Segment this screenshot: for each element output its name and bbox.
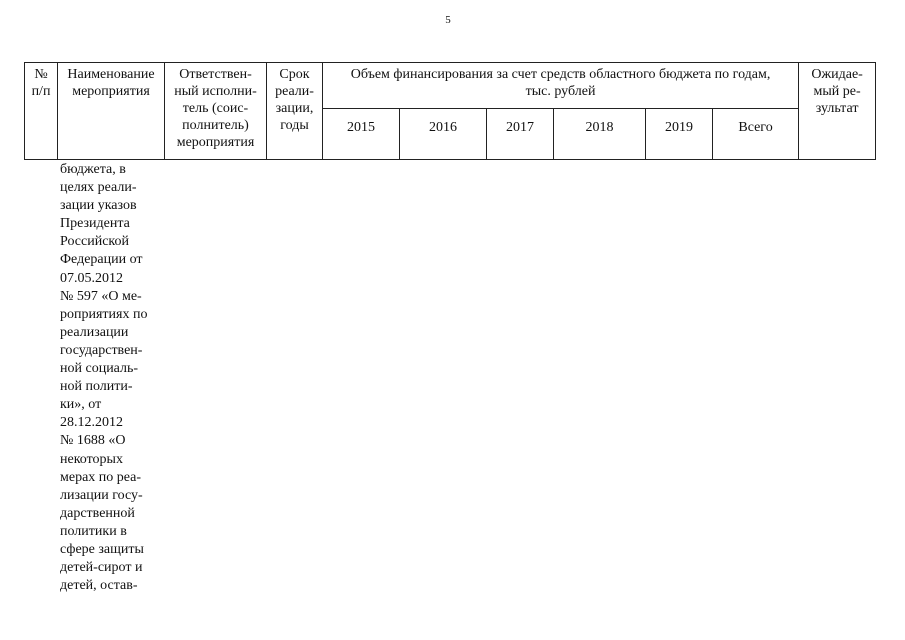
header-total: Всего (713, 109, 799, 160)
header-year-2016: 2016 (400, 109, 487, 160)
header-year-2015: 2015 (323, 109, 400, 160)
financing-table (24, 62, 876, 160)
table-header-row (25, 63, 876, 109)
header-year-2018: 2018 (554, 109, 646, 160)
event-name-continuation: бюджета, в целях реали- зации указов Президента Российской Федерации от 07.05.2012 № 597 «О ме- роприятиях по реализации государствен- ной социаль- ной полити- ки», от 28.12.2012 № 1688 «О некоторых мерах по реа- лизации госу- дарственной политики в сфере защиты детей-сирот и детей, остав- (60, 162, 148, 594)
header-result: Ожидае- мый ре- зультат (799, 63, 876, 160)
header-year-2017: 2017 (487, 109, 554, 160)
header-financing: Объем финансирования за счет средств областного бюджета по годам, тыс. рублей (323, 63, 799, 109)
header-year-2019: 2019 (646, 109, 713, 160)
header-responsible: Ответствен- ный исполни- тель (соис- полнитель) мероприятия (165, 63, 267, 160)
header-number: № п/п (25, 63, 58, 160)
header-term: Срок реали- зации, годы (267, 63, 323, 160)
page-number: 5 (445, 14, 451, 26)
header-name: Наименование мероприятия (58, 63, 165, 160)
